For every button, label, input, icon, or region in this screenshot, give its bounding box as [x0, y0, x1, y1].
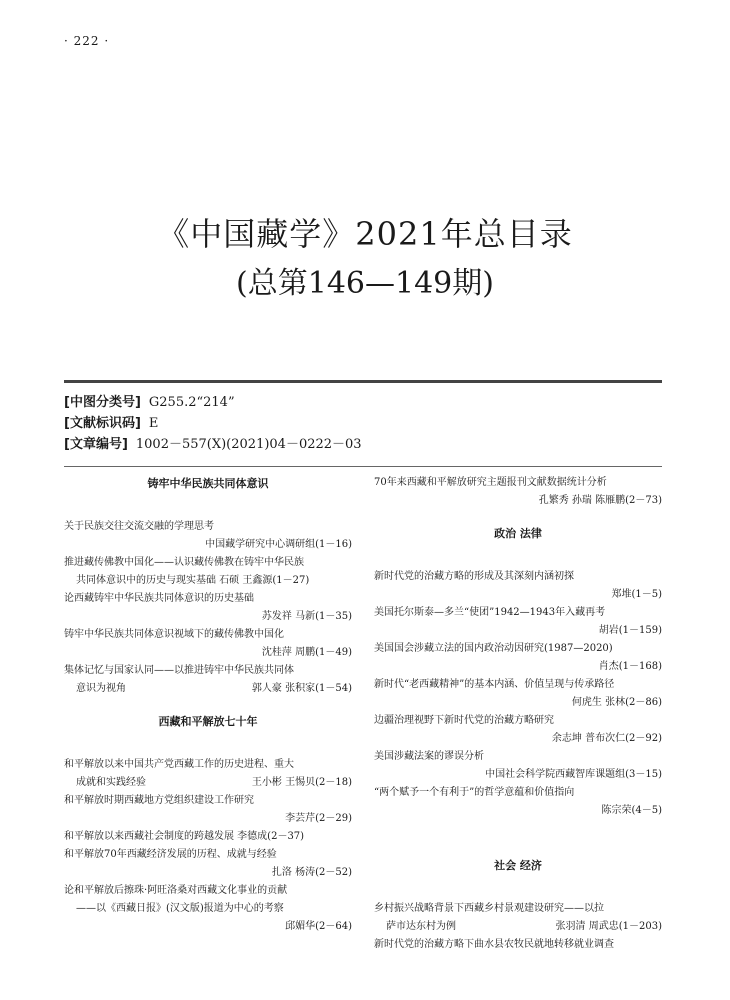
meta-value: E: [148, 416, 159, 431]
entry-title: 美国托尔斯泰—多兰“使团”1942—1943年入藏再考: [374, 607, 606, 618]
entry-title: 论和平解放后擦珠·阿旺洛桑对西藏文化事业的贡献: [64, 885, 288, 896]
entry-title: 新时代党的治藏方略的形成及其深刻内涵初探: [374, 571, 574, 582]
entry-author: 余志坤 普布次仁(2－92): [551, 733, 662, 744]
entry-author: 张羽清 周武忠(1－203): [555, 921, 662, 932]
entry-line: [374, 918, 662, 936]
entry-title: 边疆治理视野下新时代党的治藏方略研究: [374, 715, 554, 726]
entry-author: 孔繁秀 孙瑞 陈雁鹏(2－73): [538, 495, 662, 506]
metadata-block: [64, 392, 362, 455]
section-heading: 铸牢中华民族共同体意识: [147, 477, 269, 490]
entry-author: 邱媚华(2－64): [285, 921, 352, 932]
entry-title: 关于民族交往交流交融的学理思考: [64, 521, 214, 532]
meta-row-article-number: [64, 434, 362, 455]
entry-title: 美国国会涉藏立法的国内政治动因研究(1987—2020): [374, 643, 613, 654]
entry-title-cont: 成就和实践经验: [76, 777, 146, 788]
entry-title: 新时代“老西藏精神”的基本内涵、价值呈现与传承路径: [374, 679, 615, 690]
entry-title: 和平解放以来西藏社会制度的跨越发展 李德成(2－37): [64, 831, 305, 842]
entry-author: 李芸芹(2－29): [285, 813, 352, 824]
entry-author: 肖杰(1－168): [598, 661, 662, 672]
toc-left-column: [64, 474, 352, 936]
entry-author: 扎洛 杨涛(2－52): [271, 867, 352, 878]
entry-author: 中国社会科学院西藏智库课题组(3－15): [485, 769, 662, 780]
entry-title: 和平解放以来中国共产党西藏工作的历史进程、重大: [64, 759, 294, 770]
meta-row-classification: [64, 392, 362, 413]
page-title: 《中国藏学》2021年总目录: [157, 215, 573, 253]
page-number: · 222 ·: [64, 34, 110, 48]
entry-author: 苏发祥 马新(1－35): [261, 611, 352, 622]
entry-title-cont: 意识为视角: [76, 683, 126, 694]
section-heading: 社会 经济: [494, 859, 542, 872]
entry-author: 沈桂萍 周鹏(1－49): [261, 647, 352, 658]
meta-value: G255.2“214”: [148, 395, 235, 410]
entry-title: 推进藏传佛教中国化——认识藏传佛教在铸牢中华民族: [64, 557, 304, 568]
entry-author: 胡岩(1－159): [598, 625, 662, 636]
entry-title: “两个赋予一个有利于”的哲学意蕴和价值指向: [374, 787, 575, 798]
entry-title-cont: 萨市达东村为例: [386, 921, 456, 932]
entry-title: 70年来西藏和平解放研究主题报刊文献数据统计分析: [374, 477, 607, 488]
entry-author: 陈宗荣(4－5): [601, 805, 662, 816]
title-block: [0, 212, 730, 306]
meta-label: [中图分类号]: [64, 395, 141, 410]
toc-right-column: [374, 474, 662, 954]
entry-title: 乡村振兴战略背景下西藏乡村景观建设研究——以拉: [374, 903, 604, 914]
entry-title: 新时代党的治藏方略下曲水县农牧民就地转移就业调查: [374, 939, 614, 950]
bottom-rule: [64, 466, 662, 467]
entry-title: 铸牢中华民族共同体意识视域下的藏传佛教中国化: [64, 629, 284, 640]
entry-author: 王小彬 王惕贝(2－18): [251, 777, 352, 788]
entry-line: [64, 680, 352, 698]
entry-author: 何虎生 张林(2－86): [571, 697, 662, 708]
entry-title: 美国涉藏法案的谬误分析: [374, 751, 484, 762]
section-heading: 西藏和平解放七十年: [158, 715, 258, 728]
meta-row-document-code: [64, 413, 362, 434]
entry-title: 集体记忆与国家认同——以推进铸牢中华民族共同体: [64, 665, 294, 676]
entry-title: 论西藏铸牢中华民族共同体意识的历史基础: [64, 593, 254, 604]
entry-title: 和平解放时期西藏地方党组织建设工作研究: [64, 795, 254, 806]
meta-label: [文献标识码]: [64, 416, 141, 431]
entry-author: 中国藏学研究中心调研组(1－16): [205, 539, 352, 550]
entry-line: [64, 774, 352, 792]
entry-title-cont: 共同体意识中的历史与现实基础 石硕 王鑫源(1－27): [76, 575, 310, 586]
entry-author: 郑堆(1－5): [611, 589, 662, 600]
page-subtitle: (总第146—149期): [236, 266, 494, 301]
entry-title: 和平解放70年西藏经济发展的历程、成就与经验: [64, 849, 277, 860]
meta-value: 1002－557(X)(2021)04－0222－03: [135, 437, 362, 452]
meta-label: [文章编号]: [64, 437, 128, 452]
entry-author: 郭人豪 张积家(1－54): [251, 683, 352, 694]
top-rule: [64, 380, 662, 383]
entry-title-cont: ——以《西藏日报》(汉文版)报道为中心的考察: [76, 903, 284, 914]
section-heading: 政治 法律: [494, 527, 542, 540]
